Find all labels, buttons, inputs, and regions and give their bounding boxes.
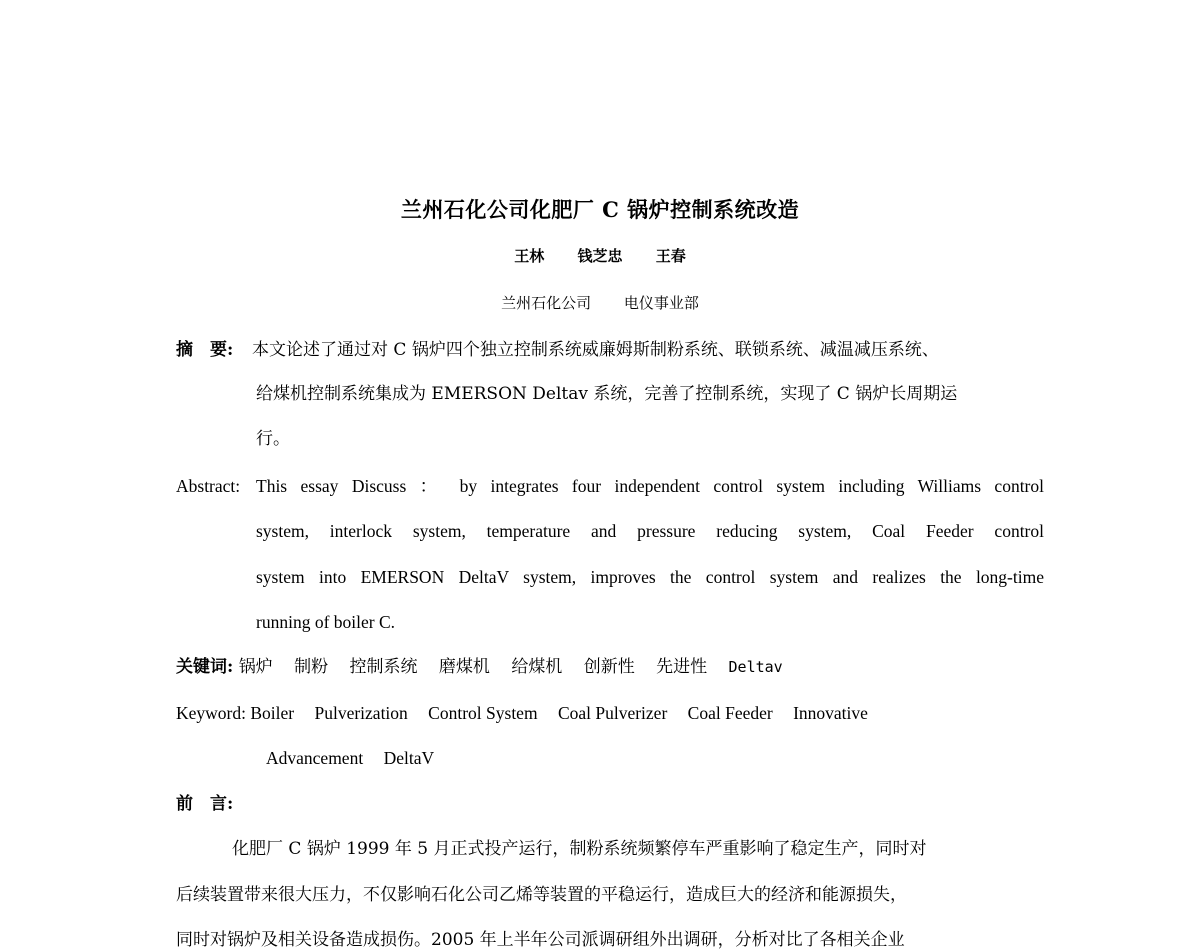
affiliation-company: 兰州石化公司 — [501, 294, 592, 312]
keyword: Innovative — [793, 703, 868, 723]
keyword: DeltaV — [383, 748, 435, 768]
keyword: 先进性 — [656, 657, 708, 677]
abstract-cn-label: 摘 要: — [176, 340, 234, 360]
keyword: Coal Feeder — [687, 703, 773, 723]
keyword: 磨煤机 — [438, 657, 490, 677]
affiliation — [0, 292, 1200, 313]
abstract-cn-line: 行。 — [256, 429, 290, 449]
author-list — [0, 245, 1200, 266]
preface-line: 同时对锅炉及相关设备造成损伤。2005 年上半年公司派调研组外出调研，分析对比了各相关企业 — [176, 930, 905, 950]
abstract-en-line: system into EMERSON DeltaV system, improves the control system and realizes the long-time — [256, 567, 1044, 587]
preface-line: 化肥厂 C 锅炉 1999 年 5 月正式投产运行，制粉系统频繁停车严重影响了稳定生产，同时对 — [232, 839, 927, 859]
keyword: Coal Pulverizer — [557, 703, 668, 723]
keyword: 制粉 — [294, 657, 329, 677]
abstract-cn-line: 本文论述了通过对 C 锅炉四个独立控制系统威廉姆斯制粉系统、联锁系统、减温减压系统、 — [252, 340, 939, 360]
author: 钱芝忠 — [577, 247, 623, 265]
keyword: Advancement — [266, 748, 364, 768]
keyword: 给煤机 — [511, 657, 563, 677]
keywords-cn-label: 关键词: — [176, 657, 234, 677]
keywords-en-label: Keyword: — [176, 703, 246, 723]
abstract-en-line: This essay Discuss ： by integrates four independent control system including Williams control — [256, 476, 1044, 496]
preface-line: 后续装置带来很大压力，不仅影响石化公司乙烯等装置的平稳运行，造成巨大的经济和能源损失， — [176, 885, 907, 905]
abstract-en-label: Abstract: — [176, 476, 241, 496]
keyword: Pulverization — [314, 703, 408, 723]
keyword: Control System — [428, 703, 538, 723]
keyword: 锅炉 — [238, 657, 273, 677]
abstract-en-line: system, interlock system, temperature and pressure reducing system, Coal Feeder control — [256, 521, 1044, 541]
abstract-en-line: running of boiler C. — [256, 612, 396, 632]
abstract-cn-line: 给煤机控制系统集成为 EMERSON Deltav 系统，完善了控制系统，实现了 C 锅炉长周期运 — [256, 384, 958, 404]
paper-title: 兰州石化公司化肥厂 C 锅炉控制系统改造 — [400, 197, 800, 222]
keywords-cn — [176, 656, 783, 679]
keywords-en-continued — [266, 747, 434, 770]
preface-heading: 前 言: — [176, 794, 234, 814]
author: 王春 — [655, 247, 686, 265]
keyword: Deltav — [728, 658, 783, 676]
keywords-en — [176, 702, 868, 725]
author: 王林 — [514, 247, 545, 265]
keyword: Boiler — [250, 703, 295, 723]
keyword: 创新性 — [583, 657, 635, 677]
affiliation-department: 电仪事业部 — [623, 294, 699, 312]
keyword: 控制系统 — [349, 657, 418, 677]
